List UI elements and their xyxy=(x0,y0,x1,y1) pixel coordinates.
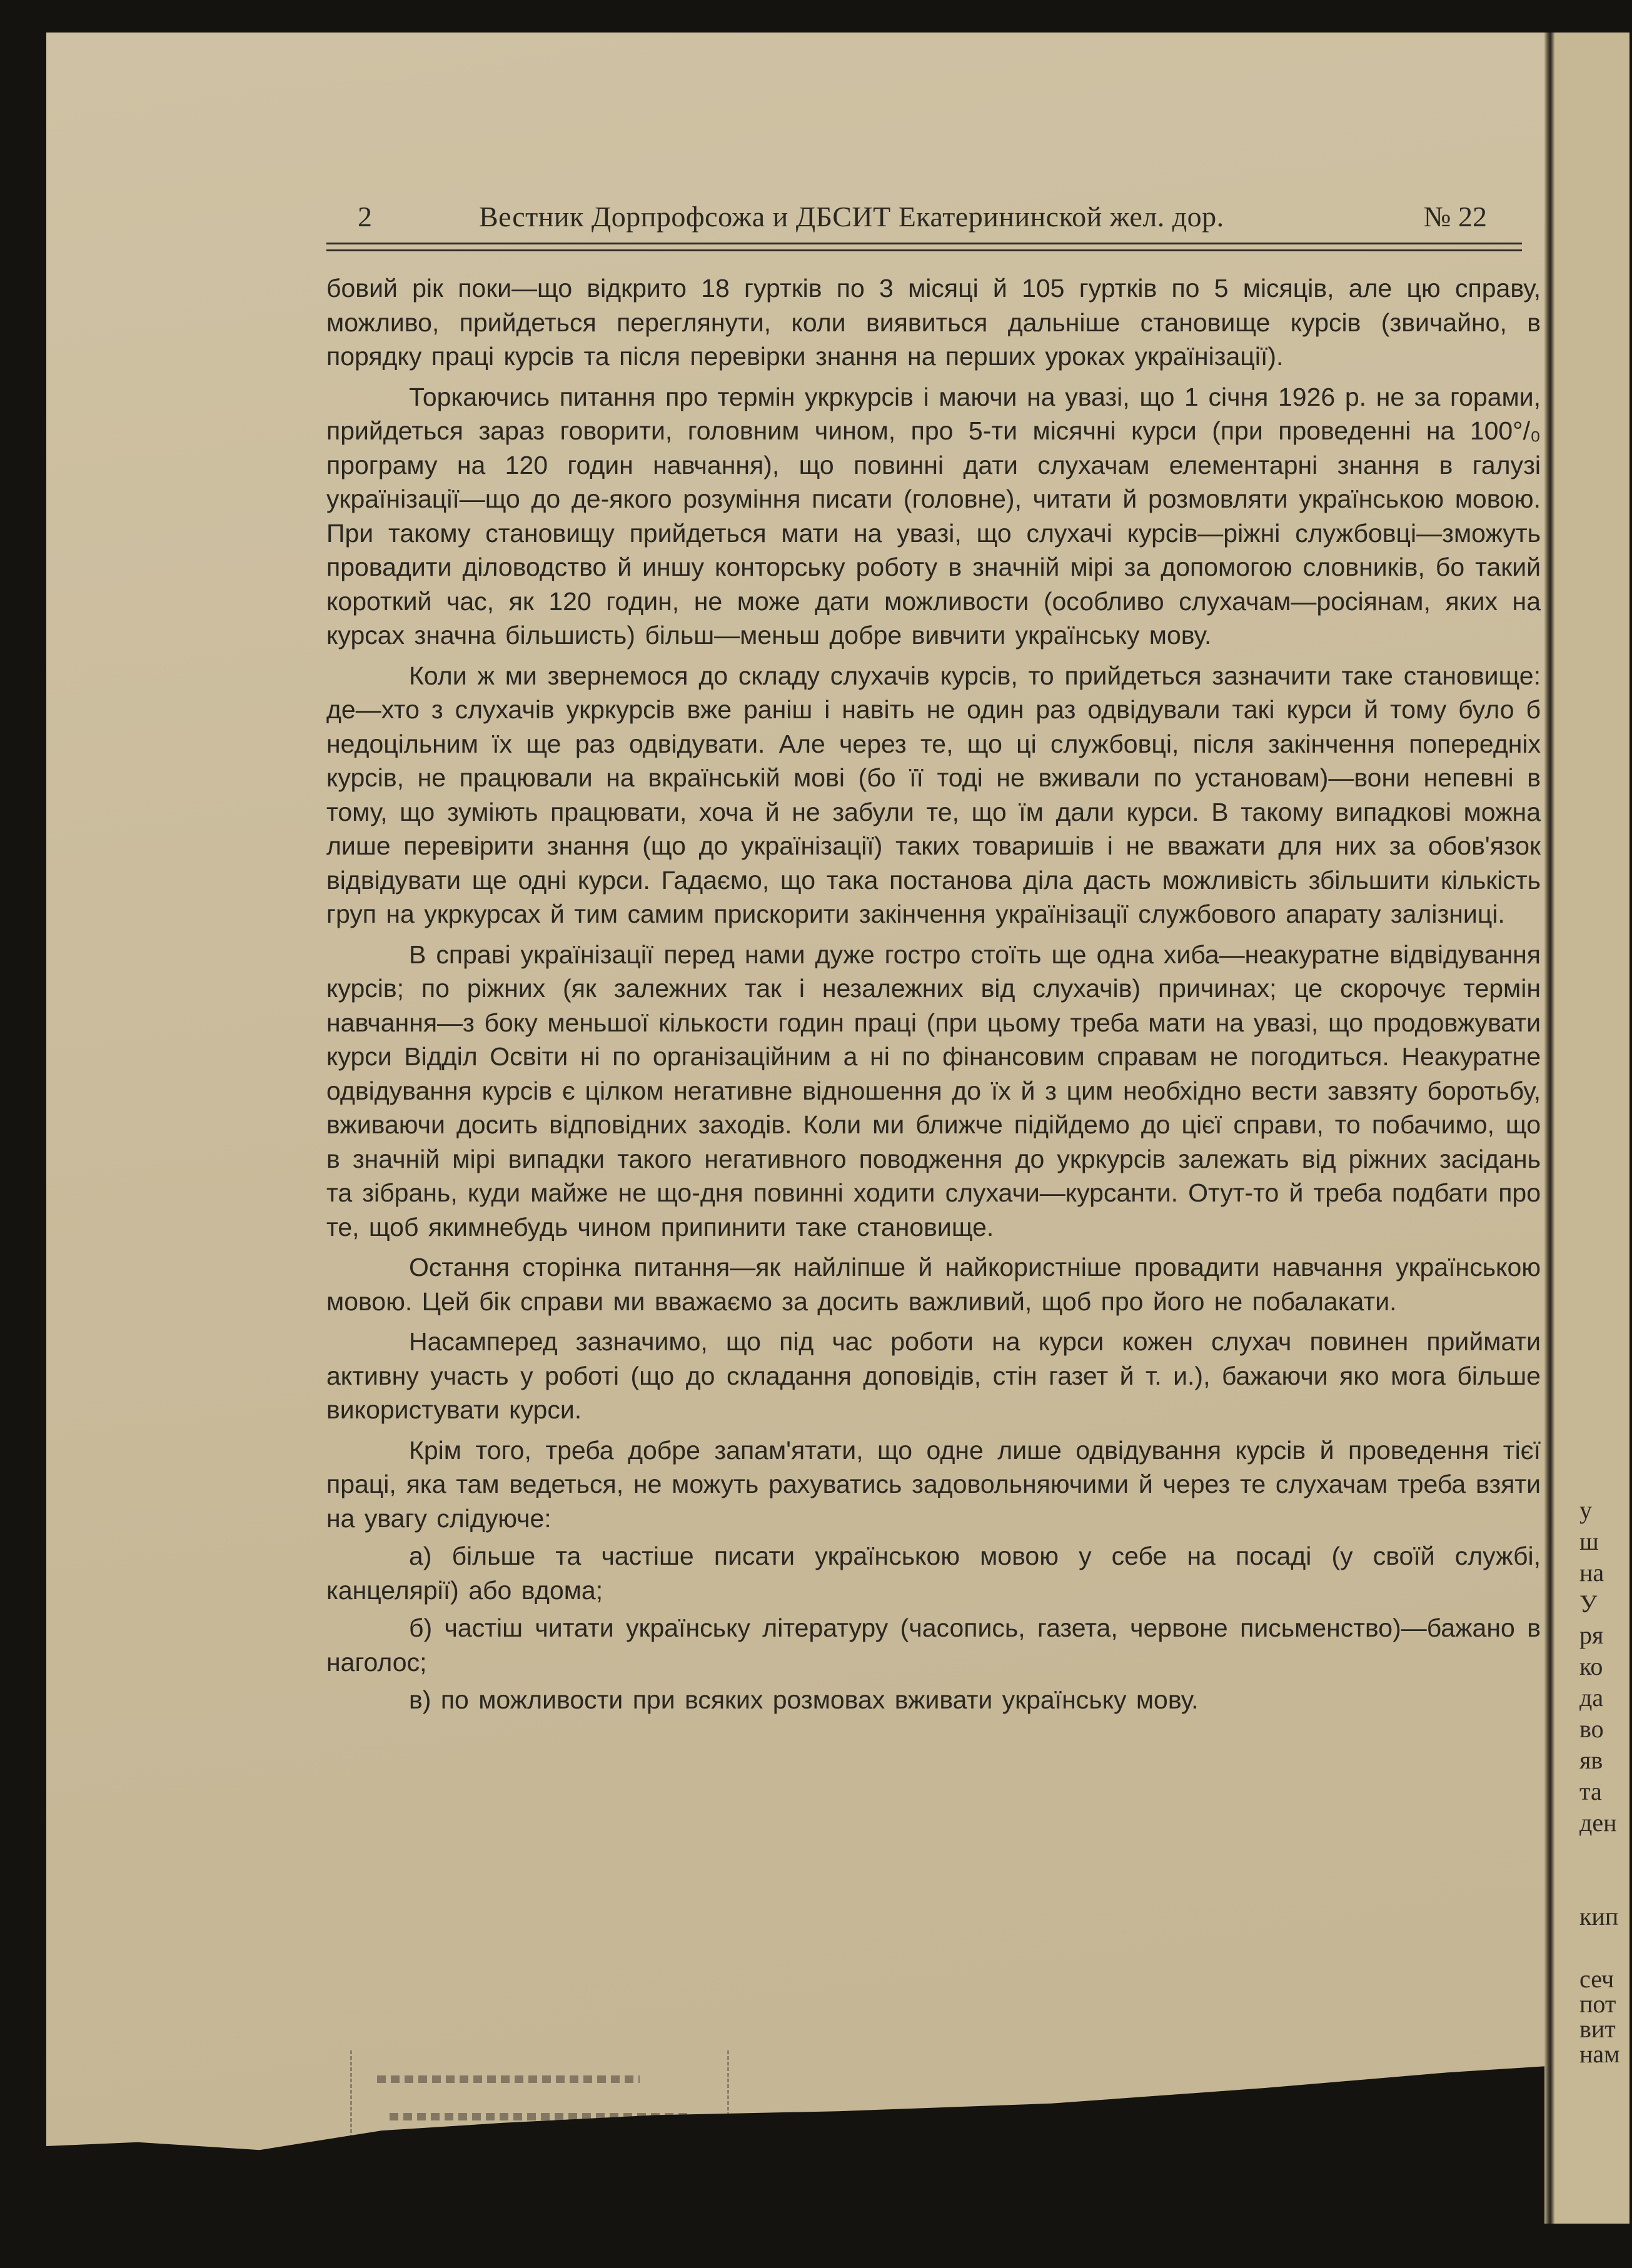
fragment: У xyxy=(1579,1590,1598,1618)
newspaper-page xyxy=(46,33,1620,2224)
header-rule xyxy=(326,243,1522,251)
issue-number: № 22 xyxy=(1423,201,1487,233)
publication-title: Вестник Дорпрофсожа и ДБСИТ Екатерининской жел. дор. xyxy=(479,201,1224,233)
list-item-c: в) по можливости при всяких розмовах вживати українську мову. xyxy=(409,1685,1199,1714)
paragraph-1: бовий рік поки—що відкрито 18 гуртків по 3 місяці й 105 гуртків по 5 місяців, але цю справу, можливо, прийдеться переглянути, коли виявиться дальніше становище курсів (звичайно, в порядку праці курсів та після перевірки знання на перших уроках українізації). xyxy=(326,274,1541,371)
fragment: на xyxy=(1579,1558,1604,1587)
article-body xyxy=(326,271,1541,1717)
fragment: нам xyxy=(1579,2040,1620,2068)
page-number: 2 xyxy=(358,201,372,233)
fragment: ш xyxy=(1579,1527,1599,1555)
fragment: кип xyxy=(1579,1902,1619,1930)
fragment: сеч xyxy=(1579,1965,1614,1993)
adjacent-page-strip xyxy=(1554,33,1629,2224)
paragraph-3: Коли ж ми звернемося до складу слухачів курсів, то прийдеться зазначити таке становище: де—хто з слухачів укркурсів вже раніш і навіть не один раз одвідували такі курси й тому було б недоцільним їх ще раз одвідувати. Але через те, що ці службовці, після закінчення попередніх курсів, не працювали на вкраїнській мові (бо її тоді не вживали по установам)—вони непевні в тому, що зуміють працювати, хоча й не забули те, що їм дали курси. В такому випадкові можна лише перевірити знання (що до українізації) таких товаришів і не вважати для них за обов'язок відвідувати ще одні курси. Гадаємо, що така постанова діла дасть можливість збільшити кількість груп на укркурсах й тим самим прискорити закінчення українізації службового апарату залізниці. xyxy=(326,661,1541,928)
fragment: ден xyxy=(1579,1809,1617,1837)
running-header xyxy=(311,200,1524,238)
torn-edge xyxy=(46,2030,1569,2224)
fragment: вит xyxy=(1579,2015,1616,2043)
paragraph-4: В справі українізації перед нами дуже гостро стоїть ще одна хиба—неакуратне відвідування курсів; по ріжних (як залежних так і незалежних від слухачів) причинах; це скорочує термін навчання—з боку меньшої кількости годин праці (при цьому треба мати на увазі, що продовжувати курси Відділ Освіти ні по організаційним а ні по фінансовим справам не погодиться. Неакуратне одвідування курсів є цілком негативне відношення до їх й з цим необхідно вести завзяту боротьбу, вживаючи досить відповідних заходів. Коли ми ближче підійдемо до цієї справи, то побачимо, що в значній мірі випадки такого негативного поводження до укркурсів залежать від ріжних засідань та зібрань, куди майже не що-дня повинні ходити слухачи—курсанти. Отут-то й треба подбати про те, щоб якимнебудь чином припинити таке становище. xyxy=(326,940,1541,1242)
paragraph-6: Насамперед зазначимо, що під час роботи на курси кожен слухач повинен приймати активну участь у роботі (що до складання доповідів, стін газет й т. и.), бажаючи яко мога більше використувати курси. xyxy=(326,1327,1541,1424)
paragraph-7: Крім того, треба добре запам'ятати, що одне лише одвідування курсів й проведення тієї праці, яка там ведеться, не можуть рахуватись задовольняючими й через те слухачам треба взяти на увагу слідуюче: xyxy=(326,1435,1541,1533)
fragment: пот xyxy=(1579,1990,1616,2018)
paragraph-5: Остання сторінка питання—як найліпше й найкористніше провадити навчання українською мовою. Цей бік справи ми вважаємо за досить важливий, щоб про його не побалакати. xyxy=(326,1253,1541,1316)
fragment: во xyxy=(1579,1715,1604,1743)
paragraph-2: Торкаючись питання про термін укркурсів і маючи на увазі, що 1 січня 1926 р. не за горами, прийдеться зараз говорити, головним чином, про 5-ти місячні курси (при проведенні на 100°/₀ програму на 120 годин навчання), що повинні дати слухачам елементарні знання в галузі українізації—що до де-якого розуміння писати (головне), читати й розмовляти українською мовою. При такому становищу прийдеться мати на увазі, що слухачі курсів—ріжні службовці—зможуть провадити діловодство й иншу конторську роботу в значній мірі за допомогою словників, бо такий короткий час, як 120 годин, не може дати можливости (особливо слухачам—росіянам, яких на курсах значна більшисть) більш—меньш добре вивчити українську мову. xyxy=(326,382,1541,650)
fragment: да xyxy=(1579,1683,1604,1712)
list-item-b: б) частіш читати українську літературу (часопись, газета, червоне письменство)—бажано в наголос; xyxy=(326,1613,1541,1677)
page-fold xyxy=(1544,33,1554,2224)
fragment: та xyxy=(1579,1777,1602,1805)
fragment: яв xyxy=(1579,1746,1603,1774)
fragment: ря xyxy=(1579,1621,1604,1649)
fragment: ко xyxy=(1579,1652,1603,1680)
fragment: у xyxy=(1579,1496,1592,1524)
list-item-a: а) більше та частіше писати українською мовою у себе на посаді (у своїй службі, канцелярії) або вдома; xyxy=(326,1542,1541,1605)
